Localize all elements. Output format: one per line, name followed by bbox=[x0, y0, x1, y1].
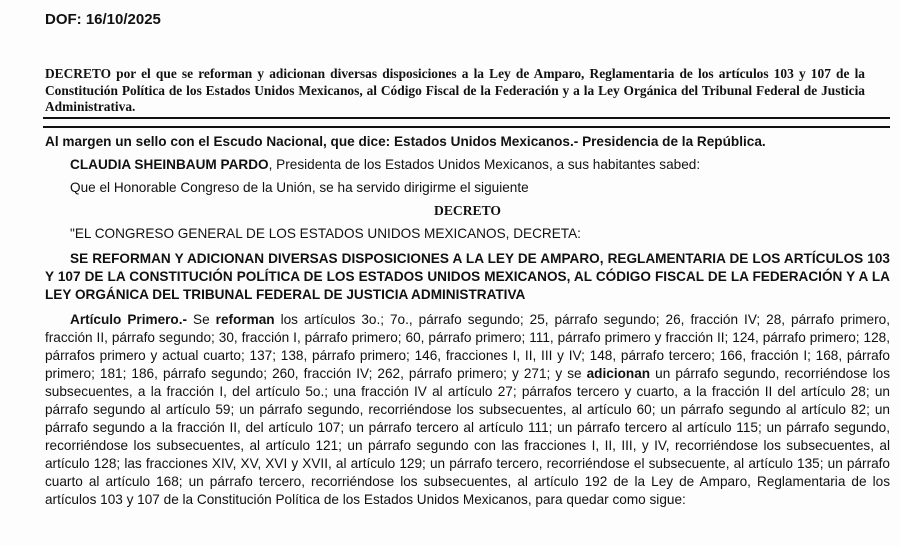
document-body bbox=[45, 133, 890, 509]
president-text: , Presidenta de los Estados Unidos Mexicanos, a sus habitantes sabed: bbox=[268, 157, 701, 172]
article-adicionan: adicionan bbox=[586, 366, 651, 381]
title-divider-top bbox=[43, 117, 890, 119]
title-divider-bottom bbox=[43, 126, 890, 128]
publication-date: DOF: 16/10/2025 bbox=[45, 11, 161, 28]
decree-title: DECRETO por el que se reforman y adicionan diversas disposiciones a la Ley de Amparo, Reglamentaria de los artículos 103 y 107 de la Constitución Política de los Estados Unidos Mexicanos, al Código Fiscal de la Federación y a la Ley Orgánica del Tribunal Federal de Justicia Administrativa. bbox=[45, 66, 865, 114]
president-paragraph bbox=[45, 156, 890, 174]
article-text-2: los artículos 3o.; 7o., párrafo segundo; 25, párrafo segundo; 26, fracción IV; 28, párrafo primero, fracción II, párrafo segundo; 30, fracción I, párrafo primero; 60, párrafo primero; 111, párrafo primero y fracción II; 124, párrafo primero; 128, párrafos primero y actual cuarto; 137; 138, párrafo primero; 146, fracciones I, II, III y IV; 148, párrafo tercero; 166, fracción I; 168, párrafo primero; 181; 186, párrafo segundo; 260, fracción IV; 262, párrafo primero; y 271; y se bbox=[45, 312, 890, 381]
article-reforman: reforman bbox=[215, 312, 275, 327]
congress-line: Que el Honorable Congreso de la Unión, se ha servido dirigirme el siguiente bbox=[70, 180, 529, 195]
article-first-paragraph bbox=[45, 311, 890, 509]
president-name: CLAUDIA SHEINBAUM PARDO bbox=[70, 157, 269, 172]
margin-note: Al margen un sello con el Escudo Nacional, que dice: Estados Unidos Mexicanos.- Presidencia de la República. bbox=[45, 134, 766, 149]
decreto-heading: DECRETO bbox=[434, 203, 501, 218]
article-text-3: un párrafo segundo, recorriéndose los subsecuentes, a la fracción I, del artículo 5o.; una fracción IV al artículo 27; párrafos tercero y cuarto, a la fracción II del artículo 28; un párrafo segundo al artículo 59; un párrafo segundo, recorriéndose los subsecuentes, al artículo 60; un párrafo segundo al artículo 82; un párrafo segundo a la fracción II, del artículo 107; un párrafo tercero al artículo 111; un párrafo tercero al artículo 115; un párrafo segundo, recorriéndose los subsecuentes, al artículo 121; un párrafo segundo con las fracciones I, II, III, y IV, recorriéndose los subsecuentes, al artículo 128; las fracciones XIV, XV, XVI y XVII, al artículo 129; un párrafo tercero, recorriéndose el subsecuente, al artículo 135; un párrafo cuarto al artículo 168; un párrafo tercero, recorriéndose los subsecuentes, al artículo 192 de la Ley de Amparo, Reglamentaria de los artículos 103 y 107 de la Constitución Política de los Estados Unidos Mexicanos, para quedar como sigue: bbox=[45, 366, 890, 507]
caps-heading: SE REFORMAN Y ADICIONAN DIVERSAS DISPOSICIONES A LA LEY DE AMPARO, REGLAMENTARIA DE LOS ARTÍCULOS 103 Y 107 DE LA CONSTITUCIÓN POLÍTICA DE LOS ESTADOS UNIDOS MEXICANOS, AL CÓDIGO FISCAL DE LA FEDERACIÓN Y A LA LEY ORGÁNICA DEL TRIBUNAL FEDERAL DE JUSTICIA ADMINISTRATIVA bbox=[45, 251, 890, 302]
decreta-line: "EL CONGRESO GENERAL DE LOS ESTADOS UNIDOS MEXICANOS, DECRETA: bbox=[70, 226, 581, 241]
article-text-1: Se bbox=[187, 312, 216, 327]
article-label: Artículo Primero.- bbox=[70, 312, 188, 327]
